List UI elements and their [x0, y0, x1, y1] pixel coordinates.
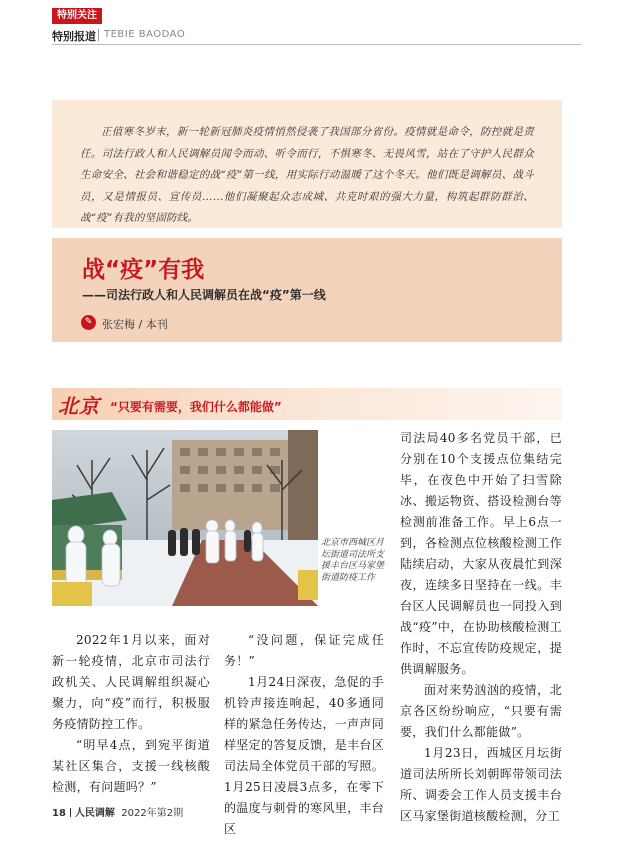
body-column-3 [400, 428, 562, 827]
location-name: 北京 [58, 394, 100, 418]
paragraph: 司法局40多名党员干部，已分别在10个支援点位集结完毕，在夜色中开始了扫雪除冰、搬运物资、搭设检测台等检测前准备工作。早上6点一到，各检测点位核酸检测工作陆续启动，大家从夜晨忙到深夜，连续多日坚持在一线。丰台区人民调解员也一同投入到战“疫”中，在协助核酸检测工作时，不忘宣传防疫规定，提供调解服务。 [400, 431, 562, 676]
body-column-1 [52, 630, 210, 798]
body-column-2 [224, 630, 384, 840]
intro-text: 正值寒冬岁末，新一轮新冠肺炎疫情悄然侵袭了我国部分省份。疫情就是命令，防控就是责任。司法行政人和人民调解员闻令而动、听令而行，不惧寒冬、无畏风雪，站在了守护人民群众生命安全、社会和谐稳定的战“疫”第一线，用实际行动温暖了这个冬天。他们既是调解员、战斗员，又是情报员、宣传员……他们凝聚起众志成城、共克时艰的强大力量，构筑起群防群治、战“疫”有我的坚固防线。 [80, 126, 534, 224]
magazine-name: 人民调解 [74, 808, 115, 819]
section-name: 特别报道 [52, 30, 96, 43]
article-title: 战“疫”有我 [82, 257, 205, 283]
news-photo [52, 430, 318, 606]
paragraph: “明早4点，到宛平街道某社区集合，支援一线核酸检测，有问题吗？” [52, 738, 210, 794]
issue-number: 2022年第2期 [121, 808, 184, 819]
section-tag: 特别关注 [52, 8, 102, 24]
paragraph: 2022年1月以来，面对新一轮疫情，北京市司法行政机关、人民调解组织凝心聚力，向“疫”而行，积极服务疫情防控工作。 [52, 633, 210, 731]
footer-divider [70, 808, 71, 817]
article-author: 张宏梅 / 本刊 [102, 318, 168, 331]
photo-caption: 北京市西城区月坛街道司法所支援丰台区马家堡街道防疫工作 [321, 538, 385, 583]
page-number: 18 [52, 808, 66, 819]
intro-box [52, 100, 562, 228]
paragraph: “没问题，保证完成任务！” [224, 633, 384, 668]
header-rule [52, 44, 582, 45]
location-quote: “只要有需要，我们什么都能做” [110, 400, 282, 414]
article-subtitle: ——司法行政人和人民调解员在战“疫”第一线 [82, 288, 326, 302]
section-divider [98, 29, 99, 41]
paragraph: 1月23日，西城区月坛街道司法所所长刘朝晖带领司法所、调委会工作人员支援丰台区马家堡街道核酸检测，分工 [400, 746, 562, 823]
section-pinyin: TEBIE BAODAO [104, 29, 186, 40]
paragraph: 1月24日深夜，急促的手机铃声接连响起，40多通同样的紧急任务传达，一声声同样坚定的答复反馈，是丰台区司法局全体党员干部的写照。1月25日凌晨3点多，在零下的温度与刺骨的寒风里，丰台区 [224, 675, 384, 836]
paragraph: 面对来势汹汹的疫情，北京各区纷纷响应，“只要有需要，我们什么都能做”。 [400, 683, 562, 739]
pen-icon: ✎ [81, 315, 96, 330]
page-footer [52, 804, 183, 819]
